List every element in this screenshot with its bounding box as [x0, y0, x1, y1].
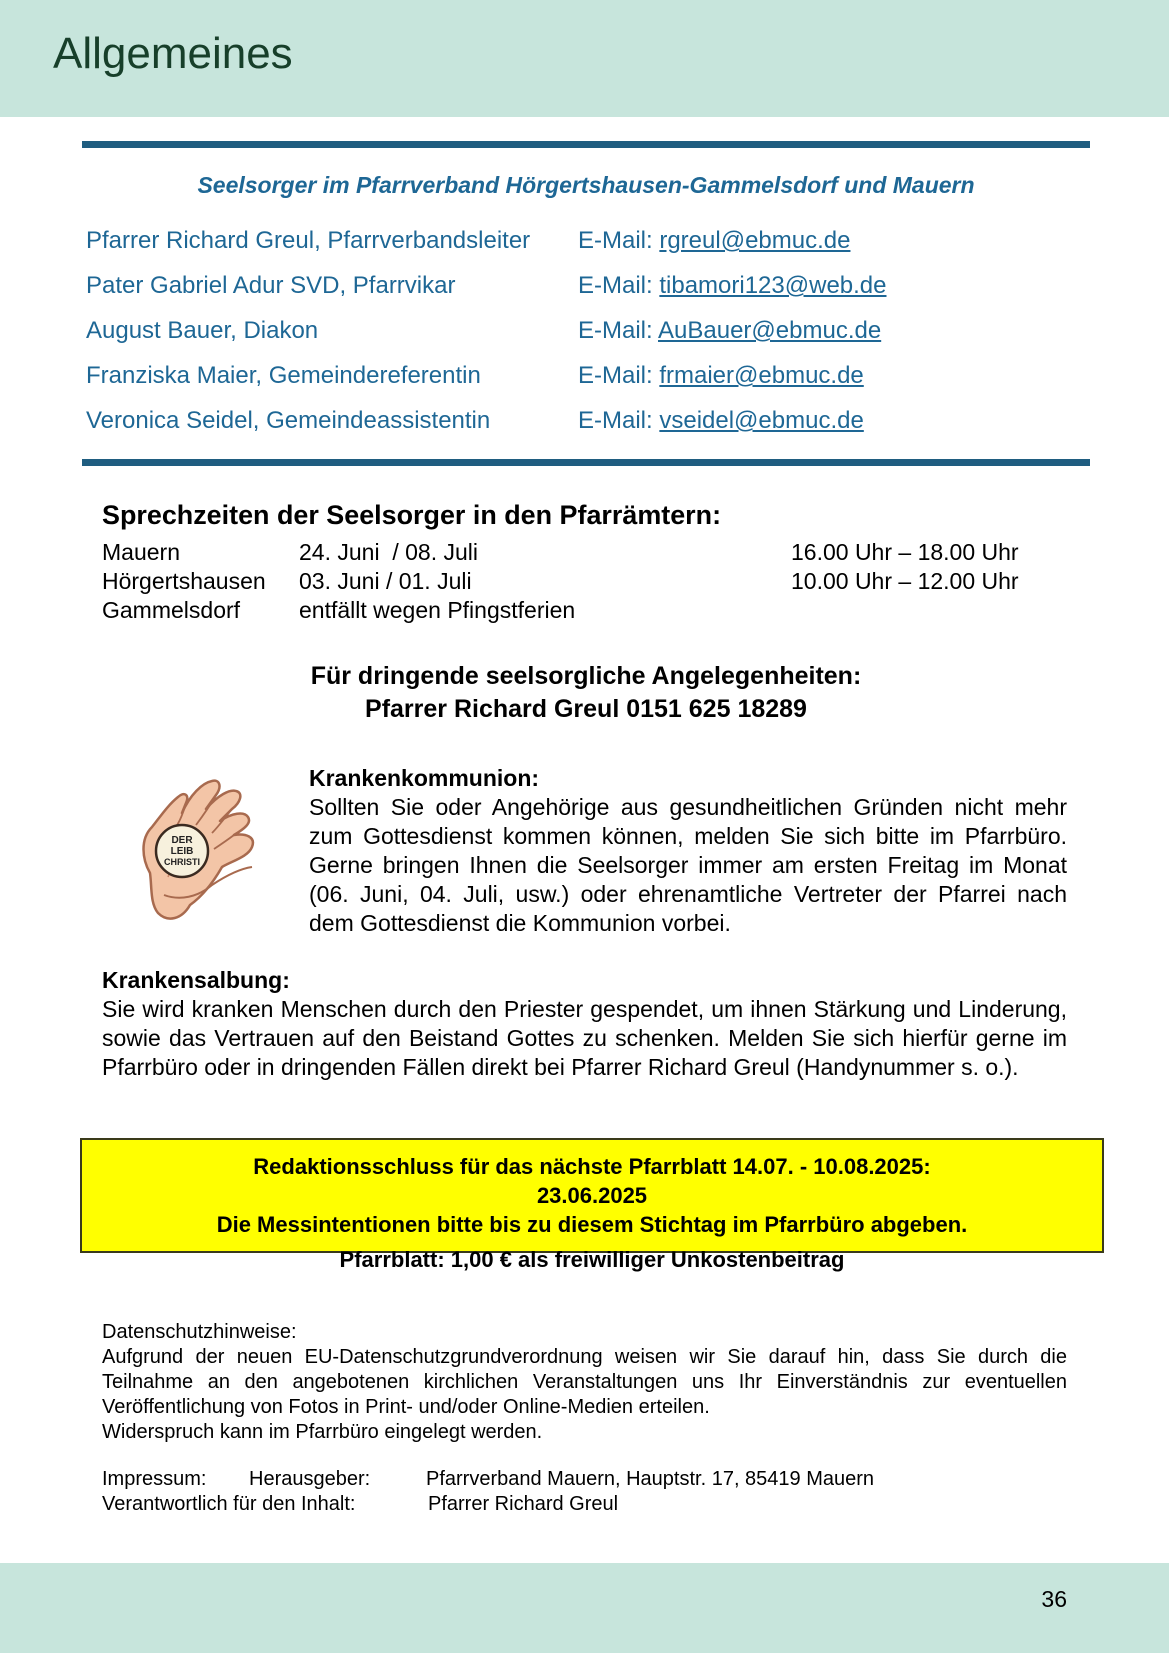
clergy-email [578, 317, 881, 345]
deadline-note: Die Messintentionen bitte bis zu diesem Stichtag im Pfarrbüro abgeben. [216, 1212, 968, 1237]
office-place: Mauern [102, 539, 180, 565]
clergy-email [578, 362, 864, 390]
host-text: DER [171, 835, 193, 846]
divider-top [82, 141, 1090, 148]
anointing-section [102, 966, 1067, 1082]
divider-bottom [82, 459, 1090, 466]
privacy-objection: Widerspruch kann im Pfarrbüro eingelegt werden. [102, 1421, 543, 1443]
clergy-email [578, 272, 887, 300]
clergy-email [578, 407, 864, 435]
clergy-row [86, 407, 1086, 452]
urgent-phone: Pfarrer Richard Greul 0151 625 18289 [365, 695, 807, 723]
clergy-name: Pater Gabriel Adur SVD, Pfarrvikar [86, 272, 456, 299]
office-place: Gammelsdorf [102, 597, 241, 623]
imprint-row [102, 1492, 1067, 1517]
email-link[interactable]: rgreul@ebmuc.de [659, 227, 851, 254]
urgent-heading: Für dringende seelsorgliche Angelegenheiten: [310, 662, 862, 690]
publisher-label: Herausgeber: [249, 1468, 371, 1490]
host-text: CHRISTI [164, 857, 200, 867]
page-number: 36 [1041, 1586, 1067, 1612]
imprint-section [102, 1467, 1067, 1517]
footer-band [0, 1563, 1169, 1653]
communion-heading: Krankenkommunion: [309, 765, 540, 791]
office-hours-section [102, 500, 1062, 626]
imprint-label: Impressum: [102, 1468, 207, 1490]
clergy-row [86, 272, 1086, 317]
office-time: 10.00 Uhr – 12.00 Uhr [791, 568, 1019, 594]
communion-text: Sollten Sie oder Angehörige aus gesundheitlichen Gründen nicht mehr zum Gottesdienst kommen können, melden Sie sich bitte im Pfarrbüro. Gerne bringen Ihnen die Seelsorger immer am ersten Freitag im Monat (06. Juni, 04. Juli, usw.) oder ehrenamtliche Vertreter der Pfarrei nach dem Gottesdienst die Kommunion vorbei. [309, 794, 1067, 936]
hands-host-icon [128, 773, 272, 931]
email-label: E-Mail: [578, 362, 653, 389]
office-hours-row [102, 597, 1062, 626]
anointing-heading: Krankensalbung: [102, 967, 290, 993]
clergy-name: Veronica Seidel, Gemeindeassistentin [86, 407, 491, 434]
clergy-list [86, 227, 1086, 452]
email-label: E-Mail: [578, 272, 653, 299]
clergy-email [578, 227, 850, 255]
office-hours-row [102, 539, 1062, 568]
email-label: E-Mail: [578, 407, 653, 434]
host-text: LEIB [170, 846, 194, 857]
deadline-box [80, 1138, 1104, 1272]
email-link[interactable]: tibamori123@web.de [659, 272, 887, 299]
urgent-contact [82, 660, 1090, 726]
price-note: Pfarrblatt: 1,00 € als freiwilliger Unkostenbeitrag [339, 1247, 845, 1272]
clergy-row [86, 362, 1086, 407]
responsible-value: Pfarrer Richard Greul [428, 1493, 619, 1515]
office-hours-heading: Sprechzeiten der Seelsorger in den Pfarrämtern: [102, 500, 722, 530]
privacy-text: Aufgrund der neuen EU-Datenschutzgrundverordnung weisen wir Sie darauf hin, dass Sie durch die Teilnahme an den angebotenen kirchlichen Veranstaltungen uns Ihr Einverständnis zur eventuellen Veröffentlichung von Fotos in Print- und/oder Online-Medien erteilen. [102, 1346, 1067, 1418]
clergy-row [86, 317, 1086, 362]
responsible-label: Verantwortlich für den Inhalt: [102, 1493, 356, 1515]
page-title: Allgemeines [53, 29, 293, 78]
privacy-section [102, 1320, 1067, 1445]
email-label: E-Mail: [578, 227, 653, 254]
office-dates: 24. Juni / 08. Juli [299, 539, 478, 565]
office-dates: 03. Juni / 01. Juli [299, 568, 472, 594]
clergy-name: Franziska Maier, Gemeindereferentin [86, 362, 481, 389]
clergy-name: August Bauer, Diakon [86, 317, 319, 344]
clergy-name: Pfarrer Richard Greul, Pfarrverbandsleiter [86, 227, 531, 254]
deadline-line: Redaktionsschluss für das nächste Pfarrblatt 14.07. - 10.08.2025: [253, 1154, 931, 1179]
office-dates: entfällt wegen Pfingstferien [299, 597, 576, 623]
office-time: 16.00 Uhr – 18.00 Uhr [791, 539, 1019, 565]
communion-section [309, 764, 1067, 938]
clergy-heading: Seelsorger im Pfarrverband Hörgertshausen-Gammelsdorf und Mauern [197, 172, 975, 198]
email-link[interactable]: vseidel@ebmuc.de [659, 407, 864, 434]
deadline-date: 23.06.2025 [536, 1183, 648, 1208]
publisher-value: Pfarrverband Mauern, Hauptstr. 17, 85419 Mauern [426, 1468, 875, 1490]
privacy-heading: Datenschutzhinweise: [102, 1321, 297, 1343]
email-link[interactable]: AuBauer@ebmuc.de [658, 317, 882, 344]
email-link[interactable]: frmaier@ebmuc.de [659, 362, 864, 389]
clergy-row [86, 227, 1086, 272]
imprint-row [102, 1467, 1067, 1492]
office-hours-row [102, 568, 1062, 597]
office-place: Hörgertshausen [102, 568, 266, 594]
anointing-text: Sie wird kranken Menschen durch den Priester gespendet, um ihnen Stärkung und Linderung, sowie das Vertrauen auf den Beistand Gottes zu schenken. Melden Sie sich hierfür gerne im Pfarrbüro oder in dringenden Fällen direkt bei Pfarrer Richard Greul (Handynummer s. o.). [102, 996, 1067, 1080]
email-label: E-Mail: [578, 317, 653, 344]
